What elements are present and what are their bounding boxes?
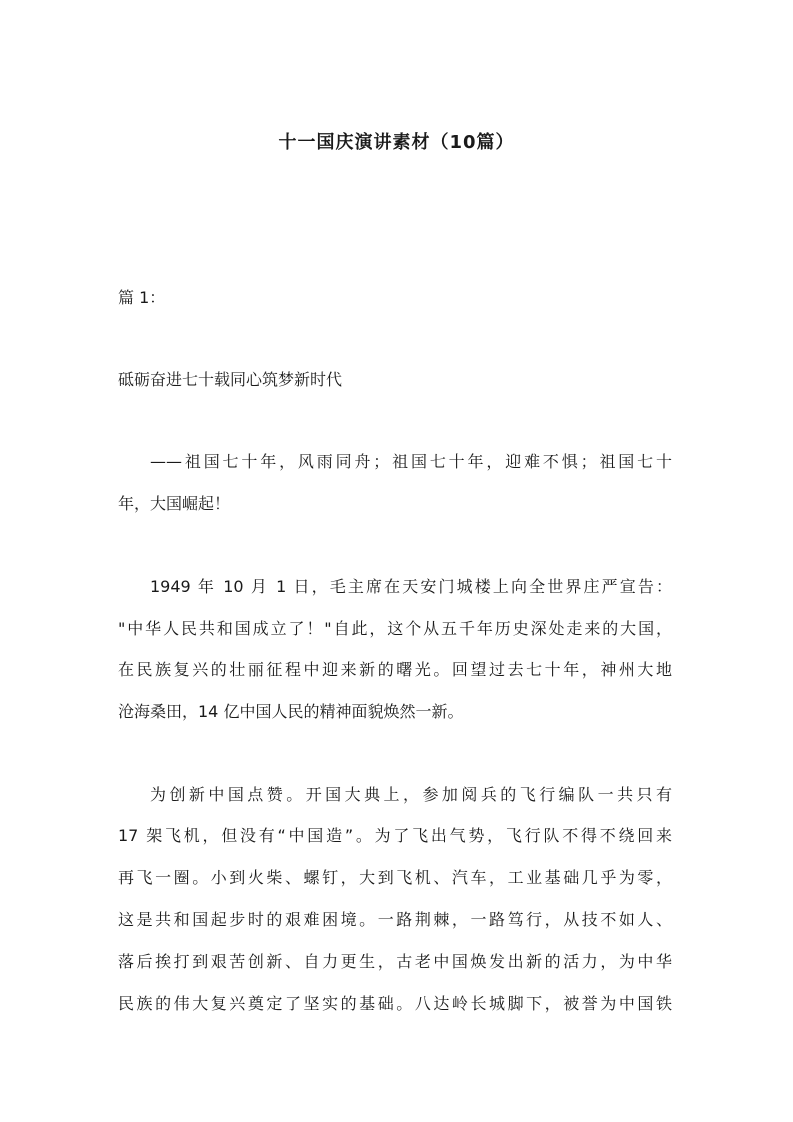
- section-label: 篇 1：: [118, 288, 166, 307]
- paragraph-1-line-2: 年，大国崛起！: [118, 494, 231, 513]
- paragraph-2-line-1: 1949 年 10 月 1 日，毛主席在天安门城楼上向全世界庄严宣告：: [150, 577, 672, 596]
- paragraph-3-line-5: 落后挨打到艰苦创新、自力更生，古老中国焕发出新的活力，为中华: [118, 952, 672, 971]
- paragraph-3-line-2: 17 架飞机，但没有“中国造”。为了飞出气势，飞行队不得不绕回来: [118, 826, 672, 845]
- paragraph-1-line-1: ——祖国七十年，风雨同舟；祖国七十年，迎难不惧；祖国七十: [150, 452, 672, 471]
- paragraph-3-line-1: 为创新中国点赞。开国大典上，参加阅兵的飞行编队一共只有: [150, 785, 672, 804]
- paragraph-2-line-2: "中华人民共和国成立了！"自此，这个从五千年历史深处走来的大国，: [118, 619, 672, 638]
- paragraph-3-line-6: 民族的伟大复兴奠定了坚实的基础。八达岭长城脚下，被誉为中国铁: [118, 994, 672, 1013]
- document-title: 十一国庆演讲素材（10篇）: [278, 132, 515, 153]
- paragraph-3-line-4: 这是共和国起步时的艰难困境。一路荆棘，一路笃行，从技不如人、: [118, 910, 672, 929]
- paragraph-2-line-4: 沧海桑田，14 亿中国人民的精神面貌焕然一新。: [118, 702, 464, 721]
- paragraph-3-line-3: 再飞一圈。小到火柴、螺钉，大到飞机、汽车，工业基础几乎为零，: [118, 868, 672, 887]
- speech-subtitle: 砥砺奋进七十载同心筑梦新时代: [118, 370, 343, 389]
- paragraph-2-line-3: 在民族复兴的壮丽征程中迎来新的曙光。回望过去七十年，神州大地: [118, 660, 672, 679]
